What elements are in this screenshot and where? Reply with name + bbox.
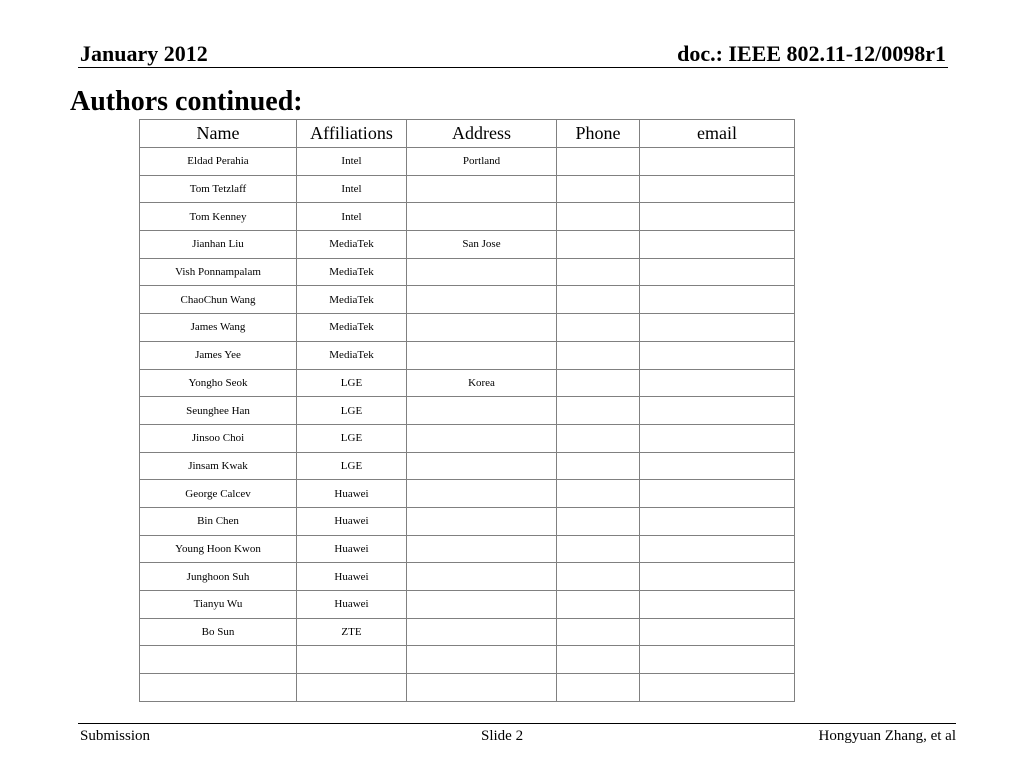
table-row bbox=[140, 480, 795, 508]
cell-affiliation: LGE bbox=[297, 452, 407, 480]
cell-affiliation: Huawei bbox=[297, 480, 407, 508]
table-row bbox=[140, 563, 795, 591]
cell-address bbox=[407, 480, 557, 508]
cell-name: Tom Kenney bbox=[140, 203, 297, 231]
cell-email bbox=[640, 286, 795, 314]
cell-address bbox=[407, 286, 557, 314]
cell-affiliation: LGE bbox=[297, 424, 407, 452]
table-row bbox=[140, 203, 795, 231]
cell-affiliation: MediaTek bbox=[297, 286, 407, 314]
header-rule bbox=[78, 67, 948, 68]
cell-email bbox=[640, 535, 795, 563]
footer-slide-number: Slide 2 bbox=[481, 728, 524, 744]
cell-phone bbox=[557, 175, 640, 203]
cell-affiliation: Huawei bbox=[297, 535, 407, 563]
column-header-address: Address bbox=[407, 120, 557, 148]
cell-name: Bo Sun bbox=[140, 618, 297, 646]
cell-email bbox=[640, 674, 795, 702]
cell-name: ChaoChun Wang bbox=[140, 286, 297, 314]
table-row bbox=[140, 231, 795, 259]
cell-phone bbox=[557, 563, 640, 591]
cell-name: Jianhan Liu bbox=[140, 231, 297, 259]
cell-phone bbox=[557, 203, 640, 231]
cell-phone bbox=[557, 148, 640, 176]
cell-address bbox=[407, 535, 557, 563]
cell-affiliation: Intel bbox=[297, 175, 407, 203]
table-row bbox=[140, 674, 795, 702]
cell-affiliation: Huawei bbox=[297, 591, 407, 619]
cell-name: George Calcev bbox=[140, 480, 297, 508]
footer-author: Hongyuan Zhang, et al bbox=[818, 728, 956, 744]
table-row bbox=[140, 175, 795, 203]
cell-name: Vish Ponnampalam bbox=[140, 258, 297, 286]
cell-phone bbox=[557, 507, 640, 535]
cell-affiliation: LGE bbox=[297, 397, 407, 425]
cell-email bbox=[640, 480, 795, 508]
cell-phone bbox=[557, 341, 640, 369]
table-row bbox=[140, 148, 795, 176]
cell-address bbox=[407, 314, 557, 342]
cell-email bbox=[640, 646, 795, 674]
column-header-email: email bbox=[640, 120, 795, 148]
cell-email bbox=[640, 258, 795, 286]
table-header-row bbox=[140, 120, 795, 148]
cell-address bbox=[407, 563, 557, 591]
cell-name bbox=[140, 674, 297, 702]
cell-address bbox=[407, 591, 557, 619]
cell-address: Portland bbox=[407, 148, 557, 176]
cell-email bbox=[640, 231, 795, 259]
cell-phone bbox=[557, 231, 640, 259]
cell-affiliation: ZTE bbox=[297, 618, 407, 646]
column-header-phone: Phone bbox=[557, 120, 640, 148]
cell-name: Tom Tetzlaff bbox=[140, 175, 297, 203]
cell-phone bbox=[557, 480, 640, 508]
table-row bbox=[140, 341, 795, 369]
cell-phone bbox=[557, 314, 640, 342]
cell-email bbox=[640, 314, 795, 342]
table-row bbox=[140, 286, 795, 314]
header-doc-id: doc.: IEEE 802.11-12/0098r1 bbox=[677, 41, 946, 66]
table-row bbox=[140, 258, 795, 286]
cell-email bbox=[640, 341, 795, 369]
table-row bbox=[140, 369, 795, 397]
cell-address bbox=[407, 203, 557, 231]
table-row bbox=[140, 314, 795, 342]
table-row bbox=[140, 424, 795, 452]
cell-name: Seunghee Han bbox=[140, 397, 297, 425]
cell-affiliation bbox=[297, 674, 407, 702]
column-header-affiliations: Affiliations bbox=[297, 120, 407, 148]
cell-name bbox=[140, 646, 297, 674]
cell-name: Yongho Seok bbox=[140, 369, 297, 397]
cell-phone bbox=[557, 646, 640, 674]
cell-email bbox=[640, 369, 795, 397]
cell-phone bbox=[557, 258, 640, 286]
table-row bbox=[140, 646, 795, 674]
cell-email bbox=[640, 563, 795, 591]
cell-address bbox=[407, 175, 557, 203]
column-header-name: Name bbox=[140, 120, 297, 148]
cell-address bbox=[407, 452, 557, 480]
table-row bbox=[140, 397, 795, 425]
cell-name: Bin Chen bbox=[140, 507, 297, 535]
cell-affiliation: MediaTek bbox=[297, 341, 407, 369]
cell-name: Tianyu Wu bbox=[140, 591, 297, 619]
cell-affiliation: Huawei bbox=[297, 563, 407, 591]
cell-affiliation: Huawei bbox=[297, 507, 407, 535]
cell-address: San Jose bbox=[407, 231, 557, 259]
table-row bbox=[140, 618, 795, 646]
cell-affiliation bbox=[297, 646, 407, 674]
cell-phone bbox=[557, 674, 640, 702]
cell-phone bbox=[557, 535, 640, 563]
cell-email bbox=[640, 618, 795, 646]
cell-phone bbox=[557, 424, 640, 452]
cell-email bbox=[640, 148, 795, 176]
cell-name: Jinsam Kwak bbox=[140, 452, 297, 480]
cell-affiliation: MediaTek bbox=[297, 258, 407, 286]
cell-phone bbox=[557, 452, 640, 480]
cell-email bbox=[640, 452, 795, 480]
cell-affiliation: Intel bbox=[297, 148, 407, 176]
table-row bbox=[140, 591, 795, 619]
cell-email bbox=[640, 175, 795, 203]
cell-address bbox=[407, 646, 557, 674]
cell-phone bbox=[557, 286, 640, 314]
cell-address bbox=[407, 258, 557, 286]
cell-name: Jinsoo Choi bbox=[140, 424, 297, 452]
cell-phone bbox=[557, 618, 640, 646]
cell-phone bbox=[557, 397, 640, 425]
cell-name: Young Hoon Kwon bbox=[140, 535, 297, 563]
authors-table bbox=[139, 119, 795, 702]
footer-submission: Submission bbox=[80, 728, 151, 744]
cell-email bbox=[640, 203, 795, 231]
cell-address bbox=[407, 341, 557, 369]
cell-address bbox=[407, 618, 557, 646]
header-date: January 2012 bbox=[80, 41, 208, 66]
table-row bbox=[140, 507, 795, 535]
cell-address bbox=[407, 397, 557, 425]
cell-address bbox=[407, 507, 557, 535]
cell-name: James Wang bbox=[140, 314, 297, 342]
cell-name: Eldad Perahia bbox=[140, 148, 297, 176]
cell-affiliation: LGE bbox=[297, 369, 407, 397]
cell-affiliation: MediaTek bbox=[297, 231, 407, 259]
cell-email bbox=[640, 424, 795, 452]
cell-email bbox=[640, 507, 795, 535]
cell-email bbox=[640, 591, 795, 619]
cell-name: James Yee bbox=[140, 341, 297, 369]
cell-name: Junghoon Suh bbox=[140, 563, 297, 591]
table-body bbox=[140, 148, 795, 702]
cell-affiliation: Intel bbox=[297, 203, 407, 231]
table-row bbox=[140, 535, 795, 563]
cell-affiliation: MediaTek bbox=[297, 314, 407, 342]
slide-title: Authors continued: bbox=[70, 86, 303, 117]
cell-address: Korea bbox=[407, 369, 557, 397]
cell-phone bbox=[557, 369, 640, 397]
cell-email bbox=[640, 397, 795, 425]
table-row bbox=[140, 452, 795, 480]
cell-address bbox=[407, 674, 557, 702]
cell-address bbox=[407, 424, 557, 452]
footer-rule bbox=[78, 723, 956, 724]
cell-phone bbox=[557, 591, 640, 619]
